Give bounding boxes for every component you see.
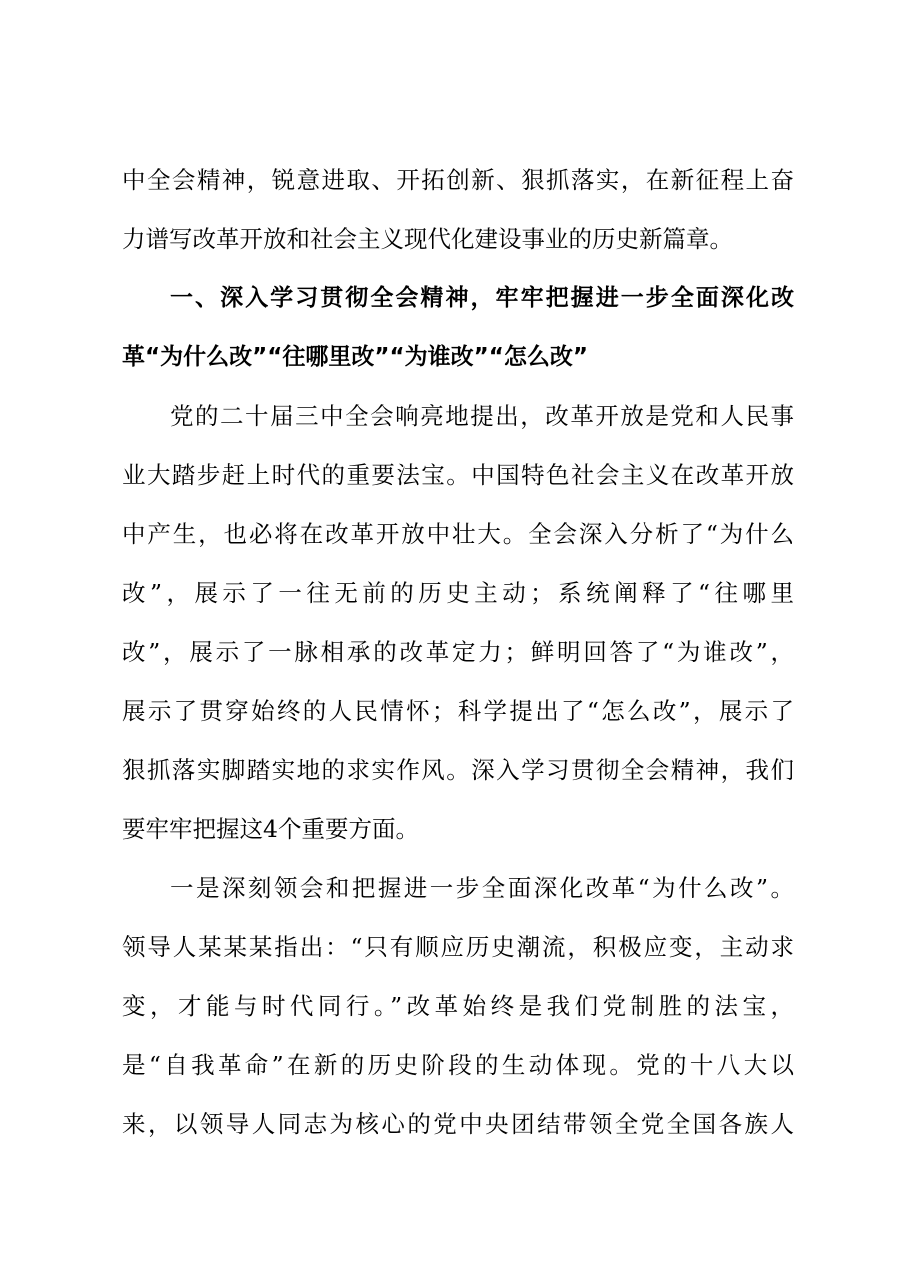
paragraph-line: 是“自我革命”在新的历史阶段的生动体现。党的十八大以	[122, 1051, 794, 1079]
paragraph-line: 要牢牢把握这4个重要方面。	[122, 815, 419, 843]
paragraph-line: 一是深刻领会和把握进一步全面深化改革“为什么改”。	[170, 874, 794, 902]
paragraph-line: 中产生，也必将在改革开放中壮大。全会深入分析了“为什么	[122, 520, 794, 548]
section-heading-line: 革“为什么改”“往哪里改”“为谁改”“怎么改”	[122, 344, 588, 370]
section-heading-line: 一、深入学习贯彻全会精神，牢牢把握进一步全面深化改	[170, 285, 794, 311]
paragraph-line: 改”，展示了一往无前的历史主动；系统阐释了“往哪里	[122, 579, 794, 607]
paragraph-line: 党的二十届三中全会响亮地提出，改革开放是党和人民事	[170, 402, 794, 430]
paragraph-line: 业大踏步赶上时代的重要法宝。中国特色社会主义在改革开放	[122, 461, 794, 489]
paragraph-line: 狠抓落实脚踏实地的求实作风。深入学习贯彻全会精神，我们	[122, 756, 794, 784]
paragraph-line: 来，以领导人同志为核心的党中央团结带领全党全国各族人	[122, 1110, 794, 1138]
paragraph-line: 展示了贯穿始终的人民情怀；科学提出了“怎么改”，展示了	[122, 697, 794, 725]
paragraph-line: 变，才能与时代同行。”改革始终是我们党制胜的法宝，	[122, 992, 794, 1020]
paragraph-line: 中全会精神，锐意进取、开拓创新、狠抓落实，在新征程上奋	[122, 166, 794, 194]
paragraph-line: 改”，展示了一脉相承的改革定力；鲜明回答了“为谁改”，	[122, 638, 794, 666]
paragraph-line: 力谱写改革开放和社会主义现代化建设事业的历史新篇章。	[122, 225, 733, 253]
paragraph-line: 领导人某某某指出：“只有顺应历史潮流，积极应变，主动求	[122, 933, 794, 961]
